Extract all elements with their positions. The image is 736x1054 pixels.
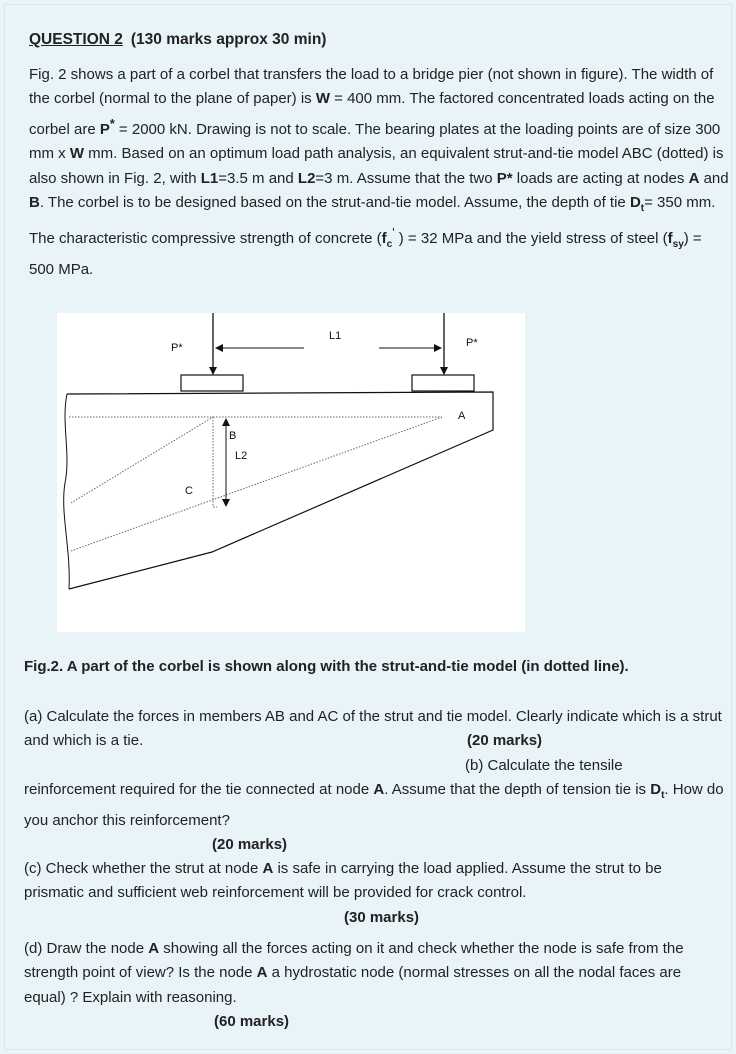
question-label: QUESTION 2: [29, 31, 123, 48]
part-b-marks: (20 marks): [212, 836, 288, 854]
part-c: (c) Check whether the strut at node A is safe in carrying the load applied. Assume the strut to be prismatic and sufficient web reinforcement will be provided for crack control. (30 marks): [24, 860, 662, 926]
part-a: (a) Calculate the forces in members AB and AC of the strut and tie model. Clearly indicate which is a strut and which is a tie. (20 marks): [24, 705, 724, 754]
label-node-c: C: [185, 485, 193, 497]
part-b-lead: (b) Calculate the tensile: [465, 757, 623, 774]
bearing-plate-right: [412, 375, 474, 391]
label-load-left: P*: [171, 342, 183, 354]
intro-paragraph: Fig. 2 shows a part of a corbel that transfers the load to a bridge pier (not shown in figure). The width of the corbel (normal to the plane of paper) is W = 400 mm. The factored concentrated loads acting on the corbel are P* = 2000 kN. Drawing is not to scale. The bearing plates at the loading points are of size 300 mm x W mm. Based on an optimum load path analysis, an equivalent strut-and-tie model ABC (dotted) is also shown in Fig. 2, with L1=3.5 m and L2=3 m. Assume that the two P* loads are acting at nodes A and B. The corbel is to be designed based on the strut-and-tie model. Assume, the depth of tie $D_t= 350$ mm. The characteristic compressive strength of concrete ($f_c'$ ) = 32 MPa and the yield stress of steel $(f_{sy}) = 500$ MPa.: [29, 66, 729, 278]
part-c-marks: (30 marks): [344, 908, 420, 926]
question-heading: [29, 31, 326, 49]
figure-caption: Fig.2. A part of the corbel is shown along with the strut-and-tie model (in dotted line).: [24, 658, 629, 675]
corbel-diagram: [57, 313, 525, 632]
part-a-marks: (20 marks): [467, 732, 543, 750]
label-l1: L1: [329, 330, 342, 342]
part-d-marks: (60 marks): [214, 1013, 290, 1031]
corbel-figure: [57, 313, 525, 632]
label-node-a: A: [458, 410, 466, 422]
part-d: (d) Draw the node A showing all the forces acting on it and check whether the node is safe from the strength point of view? Is the node A a hydrostatic node (normal stresses on all the nodal faces are equal) ? Explain with reasoning. (60 marks): [24, 940, 684, 1031]
part-b: (b) Calculate the tensile reinforcement required for the tie connected at node A. Assume that the depth of tension tie is $D_t$. How do you anchor this reinforcement? (20 marks): [24, 757, 724, 854]
bearing-plate-left: [181, 375, 243, 391]
question-marks: (130 marks approx 30 min): [130, 31, 327, 48]
label-load-right: P*: [466, 337, 478, 349]
strut-ac-dotted: [71, 417, 442, 551]
label-node-b: B: [229, 430, 237, 442]
corbel-left-break: [64, 394, 70, 589]
label-l2: L2: [235, 450, 248, 462]
corbel-outline: [67, 392, 493, 589]
